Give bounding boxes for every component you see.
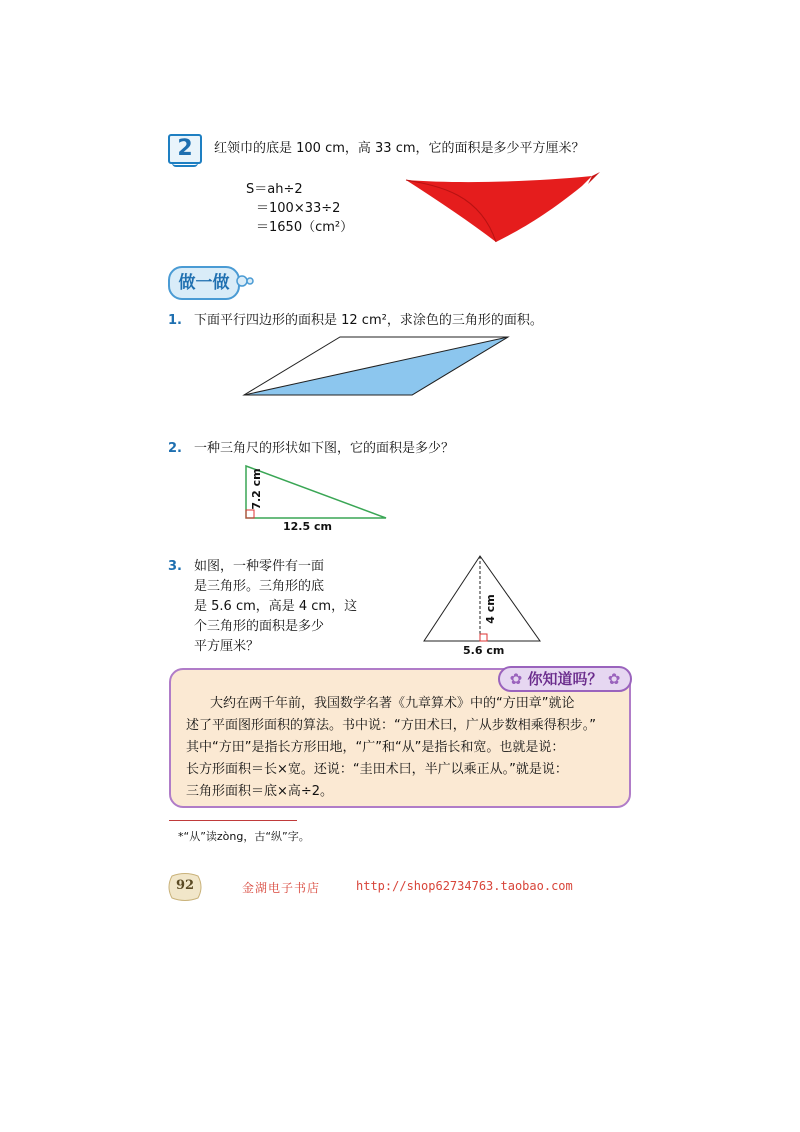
did-you-know-line-3: 其中“方田”是指长方形田地，“广”和“从”是指长和宽。也就是说： xyxy=(186,740,565,755)
did-you-know-title: ✿ 你知道吗？ ✿ xyxy=(498,666,632,692)
formula-line-2: ＝100×33÷2 xyxy=(256,201,341,216)
example-number-badge: 2 xyxy=(168,134,202,164)
parallelogram-figure xyxy=(240,334,512,398)
question-3-line-5: 平方厘米？ xyxy=(194,639,260,654)
did-you-know-line-5: 三角形面积＝底×高÷2。 xyxy=(186,784,334,799)
question-1-text: 下面平行四边形的面积是 12 cm²，求涂色的三角形的面积。 xyxy=(194,313,543,328)
footnote-rule xyxy=(169,820,297,821)
question-3-line-1: 如图，一种零件有一面 xyxy=(194,559,325,574)
example-question: 红领巾的底是 100 cm，高 33 cm，它的面积是多少平方厘米？ xyxy=(214,141,585,156)
question-3-line-2: 是三角形。三角形的底 xyxy=(194,579,325,594)
cloud-tail-icon xyxy=(236,272,254,290)
question-2-number: 2. xyxy=(168,441,182,456)
red-scarf-illustration xyxy=(400,172,600,248)
part-triangle-figure xyxy=(420,552,544,644)
question-2-text: 一种三角尺的形状如下图，它的面积是多少？ xyxy=(194,441,455,456)
did-you-know-line-4: 长方形面积＝长×宽。还说：“圭田术曰，半广以乘正从。”就是说： xyxy=(186,762,568,777)
footnote: *“从”读zòng，古“纵”字。 xyxy=(178,830,310,843)
flower-icon: ✿ xyxy=(607,670,621,688)
did-you-know-line-1: 大约在两千年前，我国数学名著《九章算术》中的“方田章”就论 xyxy=(210,696,575,711)
question-3-line-3: 是 5.6 cm，高是 4 cm，这 xyxy=(194,599,358,614)
set-square-height: 7.2 cm xyxy=(250,468,263,510)
part-triangle-height: 4 cm xyxy=(484,594,497,624)
question-3-number: 3. xyxy=(168,559,182,574)
did-you-know-line-2: 述了平面图形面积的算法。书中说：“方田术曰，广从步数相乘得积步。” xyxy=(186,718,596,733)
formula-line-3: ＝1650（cm²） xyxy=(256,220,354,235)
part-triangle-base: 5.6 cm xyxy=(463,644,505,657)
flower-icon: ✿ xyxy=(509,670,523,688)
store-url[interactable]: http://shop62734763.taobao.com xyxy=(356,879,573,893)
question-3-line-4: 个三角形的面积是多少 xyxy=(194,619,325,634)
formula-line-1: S＝ah÷2 xyxy=(246,182,303,197)
page-number: 92 xyxy=(175,878,195,893)
question-1-number: 1. xyxy=(168,313,182,328)
set-square-base: 12.5 cm xyxy=(283,520,332,533)
store-name: 金湖电子书店 xyxy=(242,881,321,895)
practice-badge: 做一做 xyxy=(168,266,240,300)
